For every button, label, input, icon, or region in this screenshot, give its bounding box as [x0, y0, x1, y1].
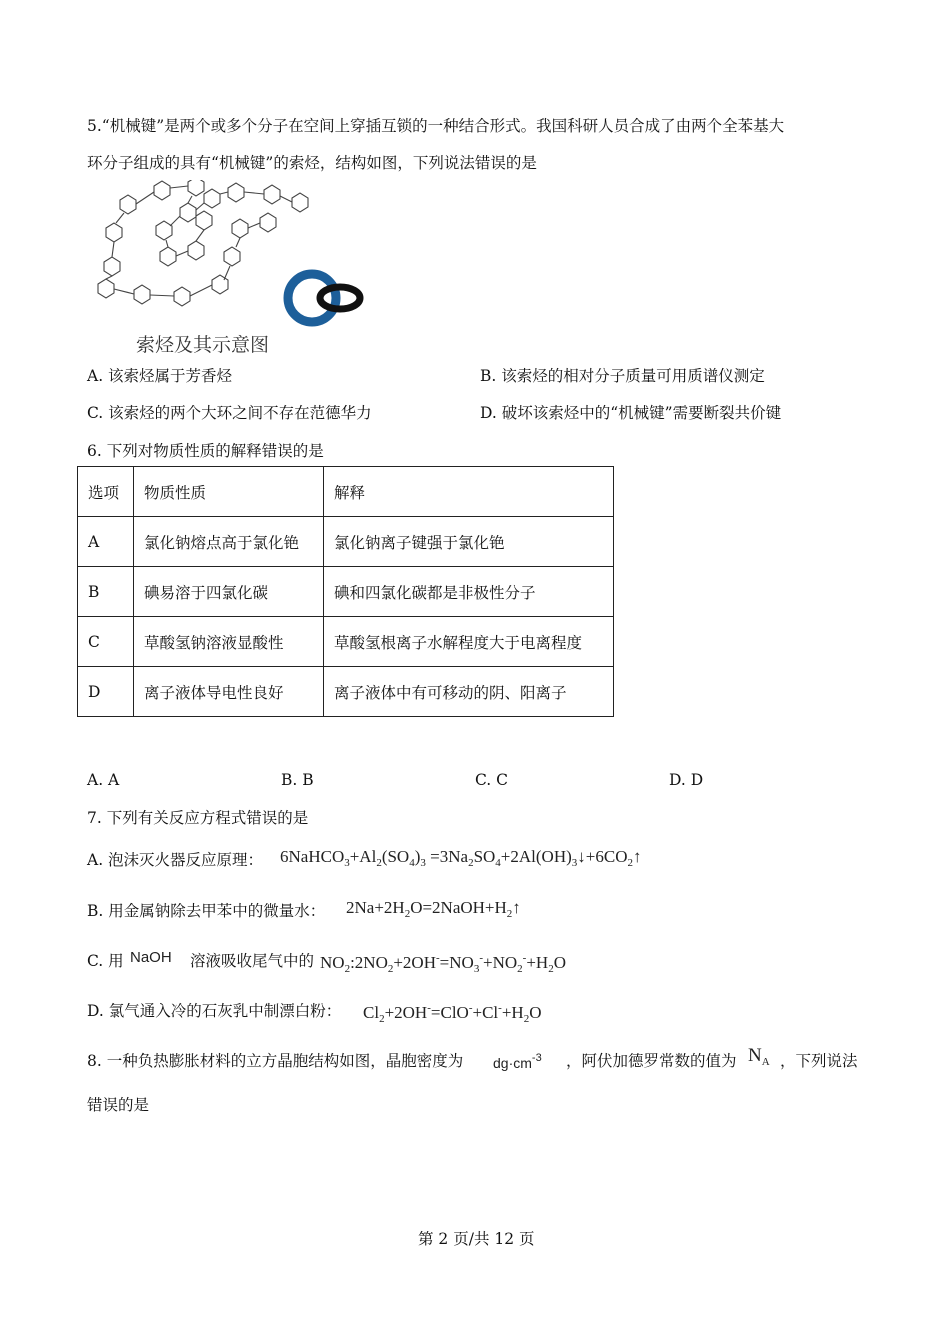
q6-option-c: C. C — [475, 771, 509, 789]
q8-avogadro — [748, 1045, 770, 1073]
table-cell: D — [78, 667, 134, 717]
q5-option-a: A. 该索烃属于芳香烃 — [87, 367, 233, 385]
page-footer: 第 2 页/共 12 页 — [418, 1230, 535, 1248]
q7-option-c-prefix: C. 用 — [87, 952, 124, 970]
q7-option-c-equation: $NO_2:2NO_2+2OH^-=NO_3^-+NO_2^-+H_2O$ — [320, 952, 566, 975]
table-cell: B — [78, 567, 134, 617]
table-header-row — [78, 467, 614, 517]
q7-option-c-naoh: NaOH — [130, 949, 172, 966]
table-row — [78, 517, 614, 567]
avogadro-subscript: A — [761, 1056, 770, 1068]
q5-option-c: C. 该索烃的两个大环之间不存在范德华力 — [87, 404, 372, 422]
q8-stem-suffix: ，下列说法 — [780, 1052, 858, 1070]
q5-option-b: B. 该索烃的相对分子质量可用质谱仪测定 — [480, 367, 765, 385]
q7-option-d-equation: $Cl_2+2OH^-=ClO^-+Cl^-+H_2O$ — [363, 1002, 542, 1025]
avogadro-symbol: N — [748, 1045, 762, 1066]
table-cell: 离子液体中有可移动的阴、阳离子 — [324, 667, 614, 717]
density-exponent: -3 — [531, 1052, 542, 1064]
q8-stem-mid: ，阿伏加德罗常数的值为 — [566, 1052, 737, 1070]
q7-stem: 7. 下列有关反应方程式错误的是 — [87, 809, 309, 827]
q7-option-b-text: B. 用金属钠除去甲苯中的微量水： — [87, 902, 326, 920]
q7-option-c-text: 溶液吸收尾气中的 — [190, 952, 315, 970]
q6-option-b: B. B — [281, 771, 314, 789]
q5-option-d: D. 破坏该索烃中的“机械键”需要断裂共价键 — [480, 404, 782, 422]
q5-stem-line2: 环分子组成的具有“机械键”的索烃，结构如图，下列说法错误的是 — [87, 154, 537, 172]
q6-option-a: A. A — [87, 771, 120, 789]
q8-stem-prefix: 8. 一种负热膨胀材料的立方晶胞结构如图，晶胞密度为 — [87, 1052, 464, 1070]
q6-option-d: D. D — [669, 771, 704, 789]
table-cell: 氯化钠熔点高于氯化铯 — [134, 517, 324, 567]
table-cell: 氯化钠离子键强于氯化铯 — [324, 517, 614, 567]
table-cell: 草酸氢钠溶液显酸性 — [134, 617, 324, 667]
q6-stem: 6. 下列对物质性质的解释错误的是 — [87, 442, 324, 460]
q7-option-d-text: D. 氯气通入冷的石灰乳中制漂白粉： — [87, 1002, 342, 1020]
table-row — [78, 617, 614, 667]
q7-option-a-text: A. 泡沫灭火器反应原理： — [87, 851, 264, 869]
table-row — [78, 567, 614, 617]
density-unit: dg·cm — [493, 1055, 532, 1071]
table-cell: 草酸氢根离子水解程度大于电离程度 — [324, 617, 614, 667]
catenane-structure-figure — [84, 180, 374, 350]
q7-option-b-equation: $2Na+2H_2O=2NaOH+H_2↑$ — [346, 898, 521, 920]
table-cell: 碘和四氯化碳都是非极性分子 — [324, 567, 614, 617]
q8-stem-line2: 错误的是 — [87, 1096, 150, 1114]
figure-caption: 索烃及其示意图 — [136, 334, 270, 356]
header-option: 选项 — [78, 467, 134, 517]
q8-density — [493, 1047, 542, 1074]
q7-option-a-equation: $6NaHCO_3+Al_2(SO_4)_3$ $=3Na_2SO_4+2Al(OH)_3↓+6CO_2↑$ — [280, 847, 642, 869]
table-cell: C — [78, 617, 134, 667]
property-explanation-table — [77, 466, 614, 717]
header-property: 物质性质 — [134, 467, 324, 517]
table-cell: 离子液体导电性良好 — [134, 667, 324, 717]
table-row — [78, 667, 614, 717]
table-cell: 碘易溶于四氯化碳 — [134, 567, 324, 617]
header-explanation: 解释 — [324, 467, 614, 517]
table-cell: A — [78, 517, 134, 567]
q5-stem-line1: 5.“机械键”是两个或多个分子在空间上穿插互锁的一种结合形式。我国科研人员合成了由两个全苯基大 — [87, 117, 785, 135]
